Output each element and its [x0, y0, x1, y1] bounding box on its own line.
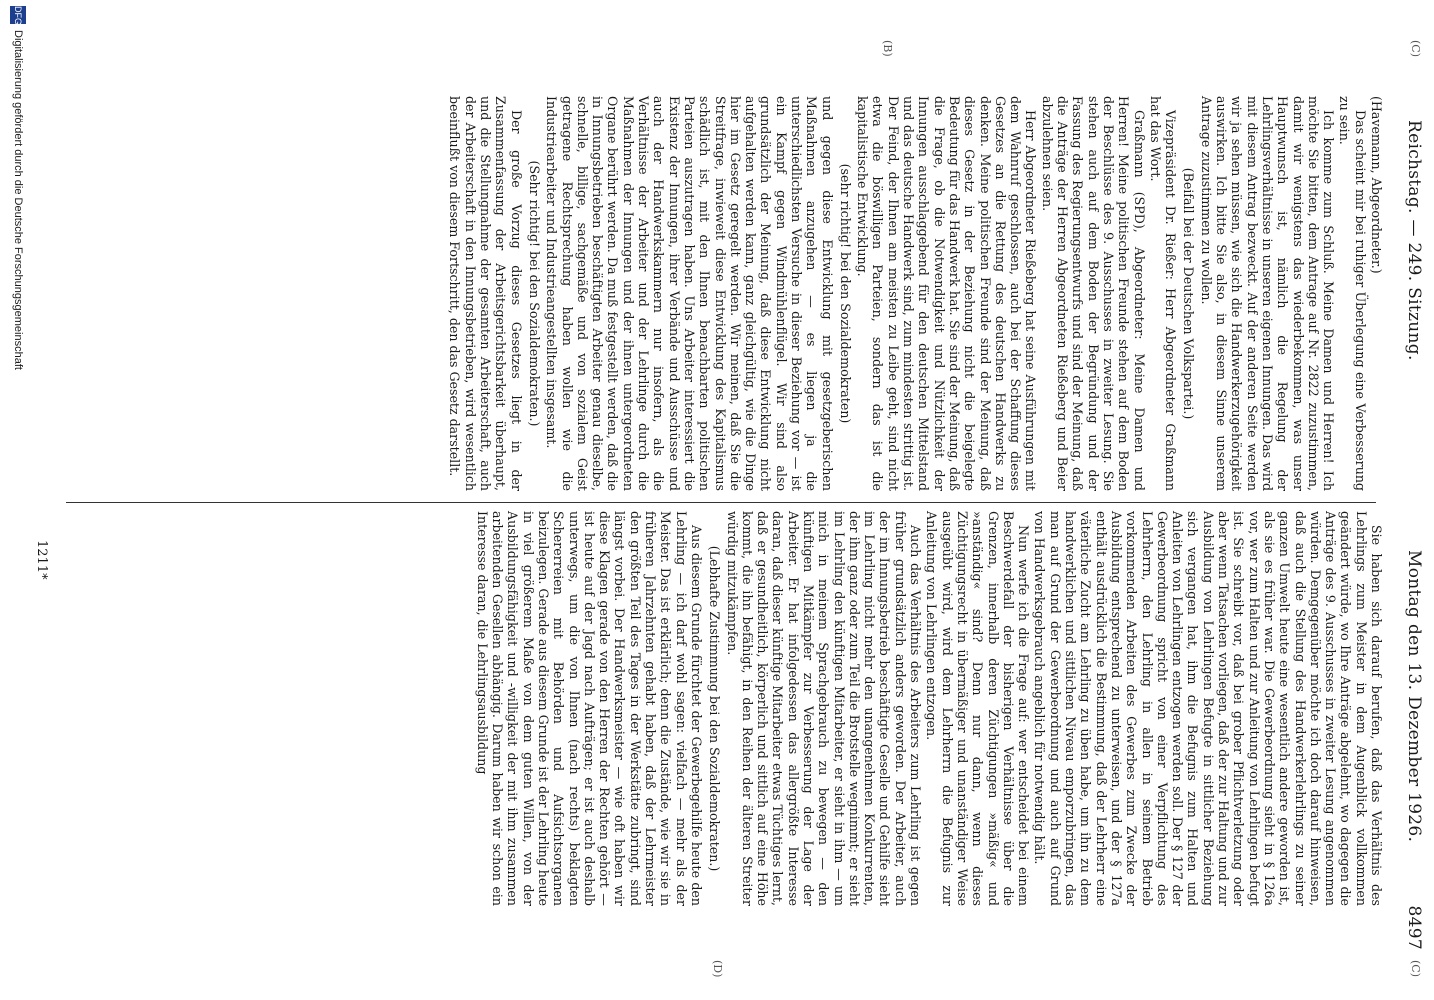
credit-text: Digitalisierung gefördert durch die Deutsche Forschungsgemeinschaft	[12, 30, 24, 370]
margin-mark: (D)	[711, 960, 724, 978]
dfg-logo-icon: DFG	[10, 6, 26, 24]
paragraph: Das scheint mir bei ruhiger Überlegung eine Verbesserung zu sein.	[1337, 96, 1368, 491]
running-header	[1394, 120, 1424, 950]
interjection: (Lebhafte Zustimmung bei den Sozialdemokraten.)	[707, 545, 723, 872]
signature-number: 1211*	[34, 540, 49, 580]
paragraph: Ich komme zum Schluß. Meine Damen und Herren! Ich möchte Sie bitten, dem Antrage auf Nr. 2822 zuzustimmen, damit wir wenigstens das wiederbekommen, was unser Hauptwunsch ist, nämlich die Regelung der Lehrlingsverhältnisse in unseren eigenen Innungen. Das wird mit diesem Antrag bezweckt. Auf der anderen Seite werden wir ja sehen müssen, wie sich die Handwerkerzugehörigkeit auswirken. Ich bitte Sie also, in diesem Sinne unserem Antrage zuzustimmen zu wollen.	[1198, 96, 1337, 492]
left-column	[446, 96, 1384, 491]
header-center: Montag den 13. Dezember 1926.	[1404, 550, 1424, 843]
margin-mark: (B)	[881, 40, 894, 57]
margin-mark: (C)	[1409, 40, 1422, 57]
paragraph: Auch das Verhältnis des Arbeiters zum Lehrling ist gegen früher grundsätzlich anders geworden. Der Arbeiter, auch der im Innungsbetrieb beschäftigte Geselle und Gehilfe sieht im Lehrling nicht mehr den unangenehmen Konkurrenten, der ihm ganz oder zum Teil die Brotstelle wegnimmt; er sieht im Lehrling den künftigen Mitarbeiter, er sieht in ihm — um mich in meinem Sprachgebrauch zu bewegen — den künftigen Mitkämpfer zur Verbesserung der Lage der Arbeiter. Er hat infolgedessen das allergrößte Interesse daran, daß dieser künftige Mitarbeiter etwas Tüchtiges lernt, daß er gesundheitlich, körperlich und sittlich auf eine Höhe kommt, die ihn befähigt, in den Reihen der älteren Streiter würdig mitzukämpfen.	[724, 511, 924, 906]
paragraph: Vizepräsident Dr. Rießer: Herr Abgeordneter Graßmann hat das Wort.	[1147, 96, 1179, 491]
paragraph: Herr Abgeordneter Rießeberg hat seine Ausführungen mit dem Wahnruf geschlossen, auch bei der Schaffung dieses Gesetzes an die Rettung des deutschen Handwerks zu denken. Meine politischen Freunde sind der Meinung, daß dieses Gesetz in der Beziehung nicht die beigelegte Bedeutung für das Handwerk hat. Sie sind der Meinung, daß die Frage, ob die Notwendigkeit und Nützlichkeit der Innungen ausschlaggebend für den deutschen Mittelstand und das deutsche Handwerk sind, zum mindesten strittig ist. Der Feind, der Ihnen am meisten zu Leibe geht, sind nicht etwa die böswilligen Parteien, sondern das ist die kapitalistische Entwicklung.	[855, 96, 1039, 491]
interjection: (sehr richtig! bei den Sozialdemokraten)	[837, 163, 853, 424]
paragraph: Nun werfe ich die Frage auf: wer entscheidet bei einem Beschwerdefall der bisherigen Verhältnisse über die Grenzen, innerhalb deren Züchtigungen »mäßig« und »anständig« sind? Denn nur dann, wenn dieses Züchtigungsrecht in übermäßiger und unanständiger Weise ausgeübt wird, wird dem Lehrherrn die Befugnis zur Anleitung von Lehrlingen entzogen.	[924, 511, 1032, 906]
paragraph: Graßmann (SPD), Abgeordneter: Meine Damen und Herren! Meine politischen Freunde stehen auf dem Boden der Beschlüsse des 9. Ausschusses in zweiter Lesung. Sie stehen auch auf dem Boden der Begründung und der Fassung des Regierungsentwurfs und sind der Meinung, daß die Anträge der Herren Abgeordneten Rießeberg und Beier abzulehnen seien.	[1039, 96, 1147, 491]
header-left: Reichstag. — 249. Sitzung.	[1404, 120, 1424, 361]
margin-mark: (C)	[1409, 960, 1422, 977]
right-column	[473, 511, 1384, 906]
column-divider	[66, 502, 1376, 503]
speaker-continuation: (Havemann, Abgeordneter.)	[1369, 96, 1384, 274]
paragraph: Sie haben sich darauf berufen, daß das Verhältnis des Lehrlings zum Meister in dem Augenblick vollkommen geändert würde, wo Ihre Anträge abgelehnt, wo dagegen die Anträge des 9. Ausschusses in zweiter Lesung angenommen würden. Demgegenüber möchte ich doch darauf hinweisen, daß auch die Stellung des Handwerkerlehrlings zu seiner ganzen Umwelt heute eine wesentlich andere geworden ist, als sie es früher war. Die Gewerbeordnung sieht in § 126a vor, wer zum Halten und zur Anleitung von Lehrlingen befugt ist. Sie schreibt vor, daß bei grober Pflichtverletzung oder aber wenn Tatsachen vorliegen, daß der zur Haltung und zur Ausbildung von Lehrlingen Befugte in sittlicher Beziehung sich vergangen hat, ihm die Befugnis zum Halten und Anleiten von Lehrlingen entzogen werden soll. Der § 127 der Gewerbeordnung spricht von einer Verpflichtung des Lehrherrn, den Lehrling in allen in seinem Betrieb vorkommenden Arbeiten des Gewerbes zum Zwecke der Ausbildung entsprechend zu unterweisen, und der § 127a enthält ausdrücklich die Bestimmung, daß der Lehrherr eine väterliche Zucht am Lehrling zu üben habe, um ihn zu dem handwerklichen und sittlichen Niveau emporzubringen, das man auf Grund der Gewerbeordnung und auch auf Grund von Handwerksgebrauch angeblich für notwendig hält.	[1032, 511, 1384, 906]
paragraph: Aus diesem Grunde fürchtet der Gewerbegehilfe heute den Lehrling — ich darf wohl sagen: vielfach — mehr als der Meister. Das ist erklärlich; denn die Zustände, wie wir sie in früheren Jahrzehnten gehabt haben, daß der Lehrmeister den größten Teil des Tages in der Werkstätte zubringt, sind längst vorbei. Der Handwerksmeister — wie oft haben wir diese Klagen gerade von den Herren der Rechten gehört — ist heute auf der Jagd nach Aufträgen; er ist auch deshalb unterwegs, um die von Ihnen (nach rechts) beklagten Schererreien mit Behörden und Aufsichtsorganen beizulegen. Gerade aus diesem Grunde ist der Lehrling heute in viel größerem Maße von dem guten Willen, von der Ausbildungsfähigkeit und -willigkeit der mit ihm zusammen arbeitenden Gesellen abhängig. Darum haben wir schon ein Interesse daran, die Lehrlingsausbildung	[474, 511, 704, 906]
applause-note: (Beifall bei der Deutschen Volkspartei.)	[1181, 167, 1197, 420]
paragraph: Der große Vorzug dieses Gesetzes liegt in der Zusammenfassung der Arbeitsgerichtsbarkeit überhaupt, und die Stellungnahme der gesamten Arbeiterschaft, auch der Arbeiterschaft in den Innungsbetrieben, wird wesentlich beeinflußt von diesem Fortschritt, den das Gesetz darstellt.	[447, 96, 524, 491]
page-number: 8497	[1404, 905, 1424, 950]
interjection: (Sehr richtig! bei den Sozialdemokraten.)	[526, 160, 542, 427]
paragraph: und gegen diese Entwicklung mit gesetzgeberischen Maßnahmen anzugehen — es liegen ja die unterschiedlichsten Versuche in dieser Beziehung vor — ist ein Kampf gegen Windmühlenflügel. Wir sind also grundsätzlich der Meinung, daß diese Entwicklung nicht aufgehalten werden kann, ganz gleichgültig, wie die Dinge hier im Gesetz geregelt werden. Wir meinen, daß Sie die Streitfrage, inwieweit diese Entwicklung des Kapitalismus schädlich ist, mit den Ihnen benachbarten politischen Parteien auszutragen haben. Uns Arbeiter interessiert die Existenz der Innungen, ihrer Verbände und Ausschüsse und auch der Handwerkskammern nur insofern, als die Verhältnisse der Arbeiter und der Lehrlinge durch die Maßnahmen der Innungen und der ihnen untergeordneten Organe berührt werden. Da muß festgestellt werden, daß die in Innungsbetrieben beschäftigten Arbeiter genau dieselbe, schnelle, billige, sachgemäße und von sozialem Geist getragene Rechtsprechung haben wollen wie die Industriearbeiter und Industrieangestellten insgesamt.	[544, 96, 835, 491]
